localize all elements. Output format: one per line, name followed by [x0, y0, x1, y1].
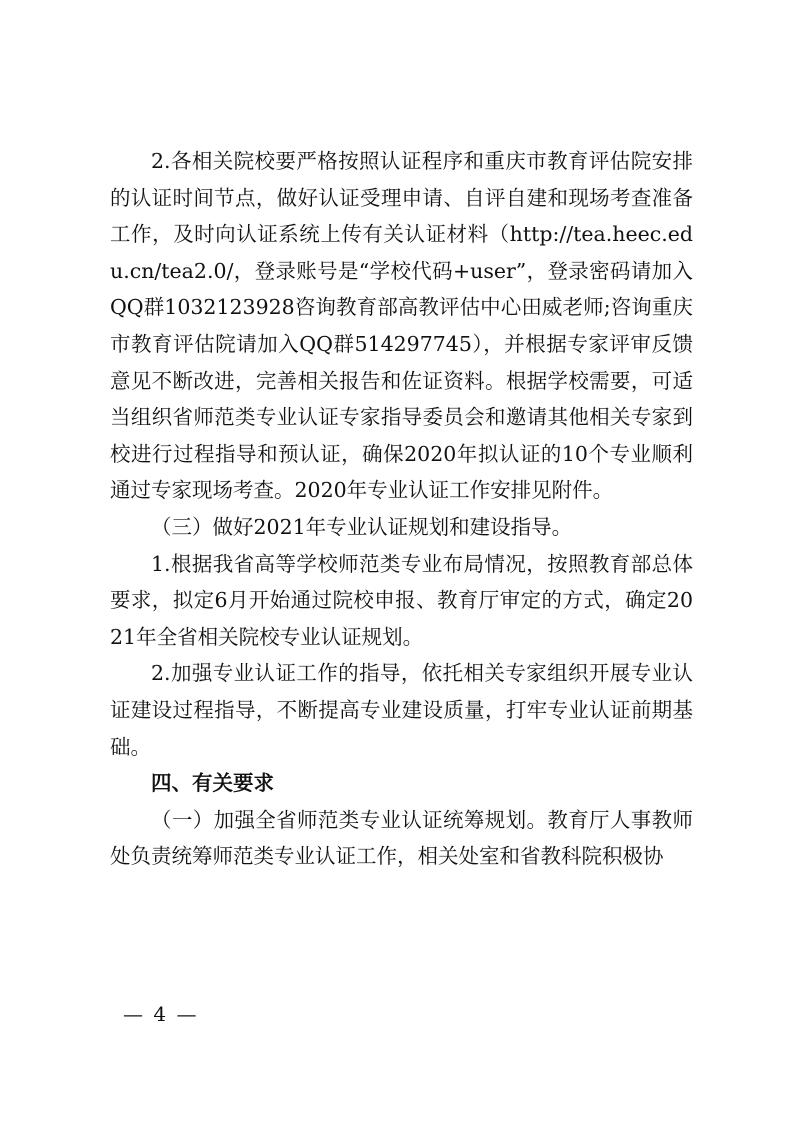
section-heading-requirements: 四、有关要求 — [151, 771, 274, 796]
page-number: — 4 — — [123, 1002, 199, 1026]
paragraph-guidance: 2.加强专业认证工作的指导，依托相关专家组织开展专业认证建设过程指导，不断提高专业建设质量，打牢专业认证前期基础。 — [110, 661, 693, 759]
paragraph-overall-planning: （一）加强全省师范类专业认证统筹规划。教育厅人事教师处负责统筹师范类专业认证工作，相关处室和省教科院积极协 — [110, 807, 693, 869]
document-body — [110, 143, 693, 875]
paragraph-certification-procedure: 2.各相关院校要严格按照认证程序和重庆市教育评估院安排的认证时间节点，做好认证受理申请、自评自建和现场考查准备工作，及时向认证系统上传有关认证材料（http://tea.heec.edu.cn/tea2.0/，登录账号是“学校代码+user”，登录密码请加入QQ群1032123928咨询教育部高教评估中心田威老师;咨询重庆市教育评估院请加入QQ群514297745），并根据专家评审反馈意见不断改进，完善相关报告和佐证资料。根据学校需要，可适当组织省师范类专业认证专家指导委员会和邀请其他相关专家到校进行过程指导和预认证，确保2020年拟认证的10个专业顺利通过专家现场考查。2020年专业认证工作安排见附件。 — [110, 149, 693, 503]
paragraph-section-three-title: （三）做好2021年专业认证规划和建设指导。 — [151, 514, 573, 539]
paragraph-planning-2021: 1.根据我省高等学校师范类专业布局情况，按照教育部总体要求，拟定6月开始通过院校申报、教育厅审定的方式，确定2021年全省相关院校专业认证规划。 — [110, 551, 693, 649]
